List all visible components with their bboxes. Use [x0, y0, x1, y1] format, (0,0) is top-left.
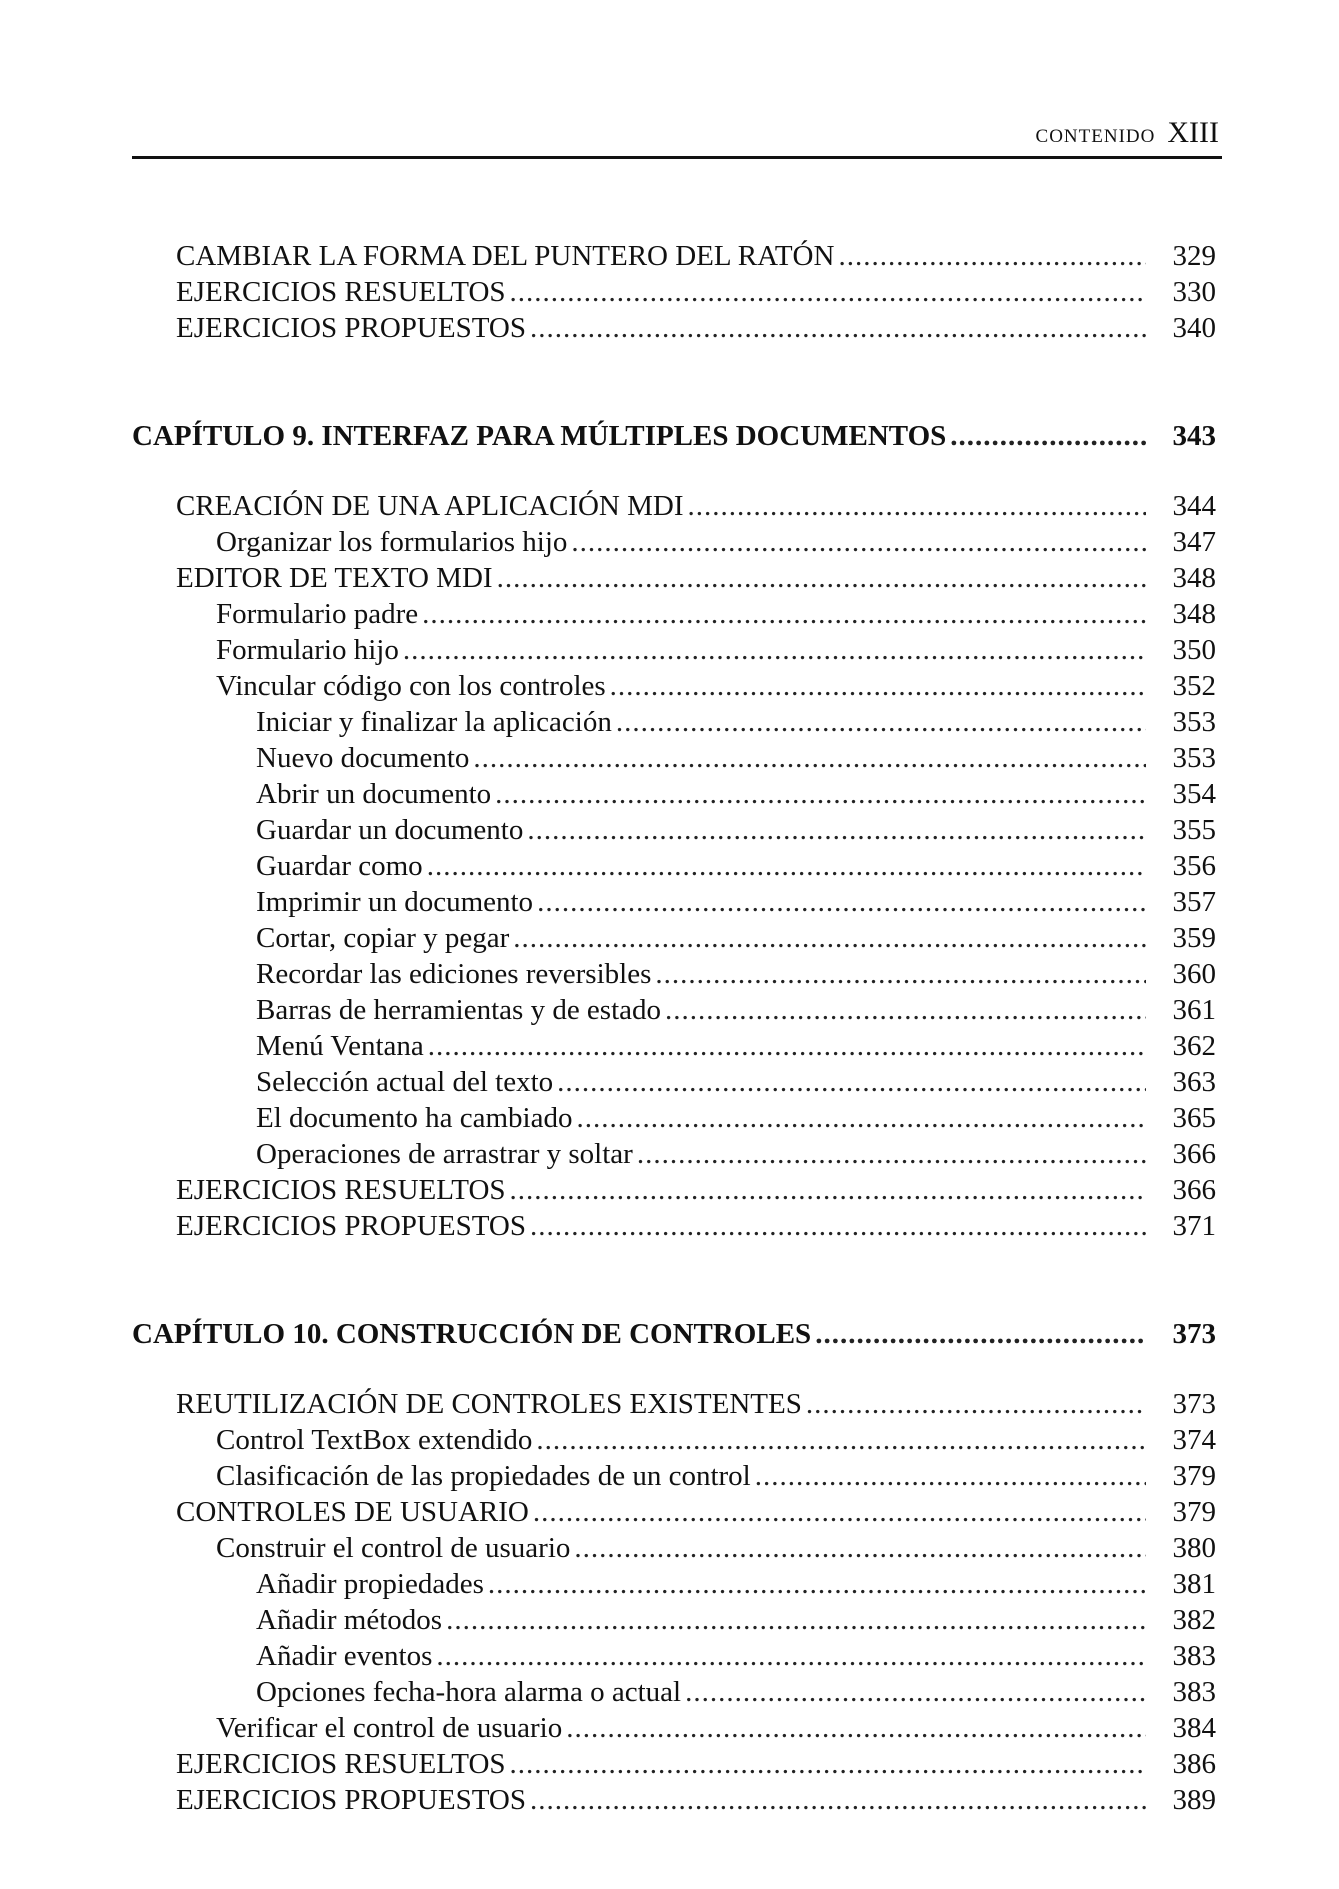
toc-entry-title: Cortar, copiar y pegar	[256, 922, 510, 954]
dot-leader	[446, 1604, 1146, 1637]
toc-entry-page: 374	[1172, 1424, 1216, 1456]
dot-leader	[557, 1066, 1146, 1099]
toc-entry[interactable]	[132, 1388, 1216, 1424]
toc-entry[interactable]	[132, 1066, 1216, 1102]
toc-entry-page: 344	[1172, 490, 1216, 522]
toc-entry[interactable]	[132, 240, 1216, 276]
toc-entry-page: 329	[1172, 240, 1216, 272]
toc-entry[interactable]	[132, 1532, 1216, 1568]
toc-entry-page: 357	[1172, 886, 1216, 918]
header-rule	[132, 156, 1222, 159]
toc-entry[interactable]	[132, 1604, 1216, 1640]
toc-entry-title: EJERCICIOS PROPUESTOS	[176, 1784, 526, 1816]
toc-entry-page: 348	[1172, 562, 1216, 594]
toc-entry[interactable]	[132, 1460, 1216, 1496]
dot-leader	[530, 1210, 1146, 1243]
toc-entry-page: 382	[1172, 1604, 1216, 1636]
toc-entry-title: CONTROLES DE USUARIO	[176, 1496, 529, 1528]
toc-entry[interactable]	[132, 958, 1216, 994]
toc-entry-page: 362	[1172, 1030, 1216, 1062]
dot-leader	[403, 634, 1146, 667]
toc-entry-title: El documento ha cambiado	[256, 1102, 573, 1134]
toc-entry[interactable]	[132, 1748, 1216, 1784]
toc-entry-title: CAMBIAR LA FORMA DEL PUNTERO DEL RATÓN	[176, 240, 835, 272]
toc-entry-page: 384	[1172, 1712, 1216, 1744]
dot-leader	[513, 922, 1146, 955]
toc-entry[interactable]	[132, 1424, 1216, 1460]
toc-entry-page: 366	[1172, 1174, 1216, 1206]
toc-entry-page: 353	[1172, 742, 1216, 774]
dot-leader	[510, 1174, 1146, 1207]
toc-chapter-entry[interactable]	[132, 420, 1216, 456]
toc-entry-page: 347	[1172, 526, 1216, 558]
toc-entry-page: 380	[1172, 1532, 1216, 1564]
dot-leader	[571, 526, 1146, 559]
toc-entry[interactable]	[132, 1712, 1216, 1748]
dot-leader	[755, 1460, 1146, 1493]
toc-entry-title: Selección actual del texto	[256, 1066, 554, 1098]
toc-entry[interactable]	[132, 886, 1216, 922]
toc-entry[interactable]	[132, 562, 1216, 598]
toc-entry-page: 350	[1172, 634, 1216, 666]
toc-entry-title: EJERCICIOS PROPUESTOS	[176, 1210, 526, 1242]
toc-entry[interactable]	[132, 1784, 1216, 1820]
dot-leader	[533, 1496, 1146, 1529]
toc-entry-title: Guardar un documento	[256, 814, 524, 846]
dot-leader	[576, 1102, 1146, 1135]
toc-entry-title: Barras de herramientas y de estado	[256, 994, 662, 1026]
dot-leader	[637, 1138, 1146, 1171]
toc-chapter-entry[interactable]	[132, 1318, 1216, 1354]
toc-entry-title: Añadir métodos	[256, 1604, 443, 1636]
toc-entry-title: Operaciones de arrastrar y soltar	[256, 1138, 633, 1170]
dot-leader	[473, 742, 1146, 775]
toc-entry-page: 381	[1172, 1568, 1216, 1600]
toc-entry-page: 366	[1172, 1138, 1216, 1170]
toc-entry[interactable]	[132, 670, 1216, 706]
toc-entry[interactable]	[132, 1138, 1216, 1174]
toc-entry[interactable]	[132, 706, 1216, 742]
toc-entry-page: 355	[1172, 814, 1216, 846]
dot-leader	[436, 1640, 1146, 1673]
toc-entry-page: 379	[1172, 1460, 1216, 1492]
toc-entry-title: EJERCICIOS RESUELTOS	[176, 1748, 506, 1780]
toc-entry-title: Recordar las ediciones reversibles	[256, 958, 652, 990]
toc-entry-page: 360	[1172, 958, 1216, 990]
toc-entry-title: Organizar los formularios hijo	[216, 526, 568, 558]
toc-entry[interactable]	[132, 1030, 1216, 1066]
toc-entry-title: Añadir propiedades	[256, 1568, 484, 1600]
toc-entry-page: 343	[1172, 420, 1216, 452]
dot-leader	[422, 598, 1146, 631]
dot-leader	[427, 850, 1146, 883]
toc-entry[interactable]	[132, 1568, 1216, 1604]
toc-entry-page: 348	[1172, 598, 1216, 630]
toc-entry-page: 379	[1172, 1496, 1216, 1528]
dot-leader	[495, 778, 1146, 811]
toc-entry[interactable]	[132, 742, 1216, 778]
dot-leader	[510, 1748, 1146, 1781]
toc-entry-title: Guardar como	[256, 850, 423, 882]
toc-entry-page: 330	[1172, 276, 1216, 308]
dot-leader	[665, 994, 1146, 1027]
dot-leader	[815, 1318, 1146, 1351]
toc-entry-page: 365	[1172, 1102, 1216, 1134]
toc-entry-title: Imprimir un documento	[256, 886, 534, 918]
dot-leader	[536, 1424, 1146, 1457]
section-label: CONTENIDO	[1035, 126, 1156, 147]
dot-leader	[806, 1388, 1146, 1421]
toc-entry-title: CREACIÓN DE UNA APLICACIÓN MDI	[176, 490, 684, 522]
toc-entry-title: Control TextBox extendido	[216, 1424, 533, 1456]
toc-entry-page: 383	[1172, 1676, 1216, 1708]
toc-entry[interactable]	[132, 850, 1216, 886]
toc-entry-page: 371	[1172, 1210, 1216, 1242]
toc-entry[interactable]	[132, 1496, 1216, 1532]
toc-entry-title: EJERCICIOS RESUELTOS	[176, 1174, 506, 1206]
toc-entry[interactable]	[132, 1640, 1216, 1676]
toc-entry[interactable]	[132, 1676, 1216, 1712]
toc-entry-title: Construir el control de usuario	[216, 1532, 571, 1564]
dot-leader	[655, 958, 1146, 991]
toc-entry-page: 353	[1172, 706, 1216, 738]
toc-entry-title: Formulario hijo	[216, 634, 399, 666]
toc-entry[interactable]	[132, 1102, 1216, 1138]
dot-leader	[610, 670, 1146, 703]
toc-entry[interactable]	[132, 490, 1216, 526]
toc-entry-title: Formulario padre	[216, 598, 419, 630]
toc-entry-title: Iniciar y finalizar la aplicación	[256, 706, 612, 738]
toc-entry-title: Opciones fecha-hora alarma o actual	[256, 1676, 682, 1708]
toc-entry-page: 373	[1172, 1318, 1216, 1350]
toc-entry-title: Abrir un documento	[256, 778, 492, 810]
toc-entry[interactable]	[132, 922, 1216, 958]
toc-entry-title: Clasificación de las propiedades de un control	[216, 1460, 751, 1492]
running-header	[1036, 116, 1219, 150]
toc-entry-title: EJERCICIOS RESUELTOS	[176, 276, 506, 308]
dot-leader	[530, 1784, 1146, 1817]
toc-entry[interactable]	[132, 634, 1216, 670]
toc-entry-title: Nuevo documento	[256, 742, 470, 774]
toc-entry-page: 386	[1172, 1748, 1216, 1780]
toc-entry-title: EJERCICIOS PROPUESTOS	[176, 312, 526, 344]
toc-entry-page: 373	[1172, 1388, 1216, 1420]
dot-leader	[566, 1712, 1146, 1745]
dot-leader	[530, 312, 1146, 345]
dot-leader	[527, 814, 1146, 847]
toc-entry-page: 356	[1172, 850, 1216, 882]
dot-leader	[537, 886, 1146, 919]
dot-leader	[688, 490, 1146, 523]
dot-leader	[497, 562, 1146, 595]
toc-entry[interactable]	[132, 598, 1216, 634]
dot-leader	[838, 240, 1146, 273]
dot-leader	[510, 276, 1146, 309]
toc-entry-title: CAPÍTULO 10. CONSTRUCCIÓN DE CONTROLES	[132, 1318, 812, 1350]
toc-entry-title: Verificar el control de usuario	[216, 1712, 563, 1744]
toc-entry-page: 340	[1172, 312, 1216, 344]
dot-leader	[488, 1568, 1146, 1601]
toc-entry-page: 352	[1172, 670, 1216, 702]
toc-entry-title: REUTILIZACIÓN DE CONTROLES EXISTENTES	[176, 1388, 802, 1420]
toc-entry[interactable]	[132, 1210, 1216, 1246]
dot-leader	[685, 1676, 1146, 1709]
toc-entry[interactable]	[132, 814, 1216, 850]
toc-entry-page: 359	[1172, 922, 1216, 954]
toc-entry[interactable]	[132, 994, 1216, 1030]
toc-entry[interactable]	[132, 1174, 1216, 1210]
toc-entry-page: 389	[1172, 1784, 1216, 1816]
toc-entry-page: 361	[1172, 994, 1216, 1026]
toc-entry[interactable]	[132, 276, 1216, 312]
toc-entry-page: 383	[1172, 1640, 1216, 1672]
dot-leader	[574, 1532, 1146, 1565]
toc-entry-page: 354	[1172, 778, 1216, 810]
toc-entry-title: EDITOR DE TEXTO MDI	[176, 562, 493, 594]
toc-entry-title: Vincular código con los controles	[216, 670, 606, 702]
page-number: XIII	[1167, 116, 1219, 149]
toc-entry[interactable]	[132, 312, 1216, 348]
toc-entry-title: Añadir eventos	[256, 1640, 433, 1672]
dot-leader	[616, 706, 1146, 739]
toc-entry-page: 363	[1172, 1066, 1216, 1098]
toc-entry[interactable]	[132, 778, 1216, 814]
toc-entry-title: Menú Ventana	[256, 1030, 424, 1062]
toc-entry-title: CAPÍTULO 9. INTERFAZ PARA MÚLTIPLES DOCUMENTOS	[132, 420, 947, 452]
dot-leader	[950, 420, 1146, 453]
dot-leader	[428, 1030, 1146, 1063]
toc-entry[interactable]	[132, 526, 1216, 562]
